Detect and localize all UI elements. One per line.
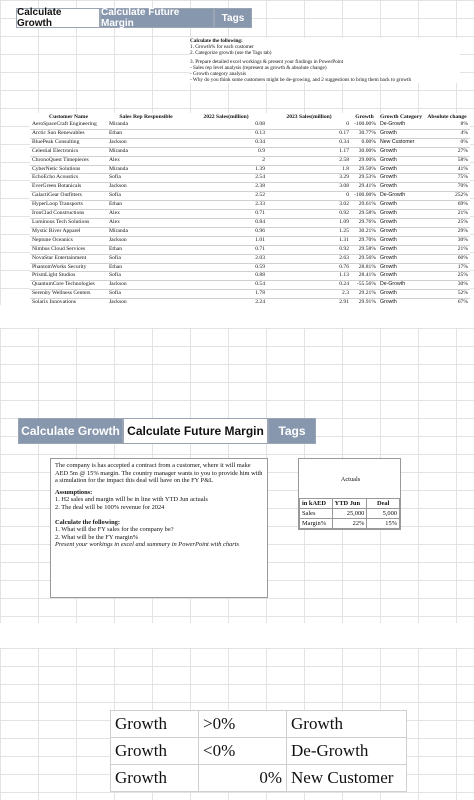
- growth-category-cell: Growth: [380, 147, 397, 154]
- col-growth-category: Growth Category: [380, 114, 422, 120]
- customer-name-cell: Serenity Wellness Centers: [32, 290, 91, 297]
- growth-category-cell: Growth: [380, 201, 397, 208]
- growth-category-cell: Growth: [380, 263, 397, 270]
- absolute-change-cell: 21%: [457, 245, 468, 252]
- sales-2023-cell: 1.09: [339, 218, 349, 225]
- tab-calculate-future-margin[interactable]: Calculate Future Margin: [100, 8, 214, 28]
- growth-cell: 29.76%: [358, 218, 376, 225]
- customer-name-cell: BluePeak Consulting: [32, 138, 80, 145]
- customer-name-cell: Luminous Tech Solutions: [32, 218, 90, 225]
- legend-category: New Customer: [287, 765, 407, 792]
- growth-category-cell: Growth: [380, 156, 397, 163]
- sales-rep-cell: Sofia: [109, 290, 121, 297]
- col-sales-rep: Sales Rep Responsible: [119, 114, 173, 120]
- col-absolute-change: Absolute change: [427, 114, 467, 120]
- sales-rep-cell: Ethan: [109, 129, 123, 136]
- tab-calculate-future-margin[interactable]: Calculate Future Margin: [123, 418, 268, 444]
- sales-2023-cell: 0.92: [339, 245, 349, 252]
- absolute-change-cell: 8%: [460, 121, 468, 127]
- growth-category-cell: Growth: [380, 299, 397, 306]
- absolute-change-cell: 27%: [457, 147, 468, 154]
- sales-2022-cell: 0.08: [255, 121, 265, 127]
- growth-cell: 0.00%: [361, 138, 376, 145]
- sales-2022-cell: 0.71: [255, 245, 265, 252]
- calc-title: Calculate the following:: [55, 518, 120, 526]
- col-2022-sales: 2022 Sales(million): [203, 114, 249, 120]
- customer-name-cell: EverGreen Botanicals: [32, 183, 82, 190]
- growth-cell: 29.91%: [358, 299, 376, 306]
- growth-instructions: [190, 38, 460, 83]
- sales-2022-cell: 0.54: [255, 281, 265, 288]
- actuals-row: [300, 509, 400, 519]
- customer-name-cell: PrismLight Studios: [32, 272, 76, 279]
- legend-metric: Growth: [111, 738, 199, 765]
- actuals-header-cell: Deal: [367, 499, 400, 509]
- table-row: [30, 281, 470, 290]
- customer-name-cell: Mystic River Apparel: [32, 227, 81, 234]
- customer-name-cell: Solarix Innovations: [32, 299, 76, 306]
- actuals-header-row: [300, 499, 400, 509]
- tab-tags[interactable]: Tags: [214, 8, 252, 28]
- table-row: [30, 290, 470, 299]
- actuals-cell: 25,000: [332, 509, 367, 519]
- legend-metric: Growth: [111, 765, 199, 792]
- table-row: [30, 129, 470, 138]
- assumptions-title: Assumptions:: [55, 488, 93, 496]
- sales-rep-cell: Jackson: [109, 236, 127, 243]
- sales-2022-cell: 2.54: [255, 174, 265, 181]
- sales-rep-cell: Miranda: [109, 227, 128, 234]
- sheet-tabs: [16, 8, 252, 28]
- sales-rep-cell: Miranda: [109, 165, 128, 172]
- sales-rep-cell: Ethan: [109, 245, 123, 252]
- customer-name-cell: Neptune Oceanics: [32, 236, 73, 243]
- growth-cell: 29.53%: [358, 174, 376, 181]
- table-row: [30, 174, 470, 183]
- absolute-change-cell: 41%: [457, 165, 468, 172]
- customer-name-cell: GalactiGear Outfitters: [32, 192, 82, 199]
- absolute-change-cell: 21%: [457, 210, 468, 217]
- growth-cell: 29.56%: [358, 254, 376, 261]
- instruction-line: 3. Prepare detailed excel workings & present your findings in PowerPoint: [190, 59, 344, 65]
- growth-category-cell: Growth: [380, 210, 397, 217]
- growth-category-cell: Growth: [380, 129, 397, 136]
- customer-name-cell: HyperLoop Transports: [32, 201, 83, 208]
- growth-cell: 29.61%: [358, 201, 376, 208]
- growth-cell: 28.81%: [358, 263, 376, 270]
- growth-cell: -55.56%: [356, 281, 376, 288]
- sales-2022-cell: 1.01: [255, 236, 265, 243]
- table-row: [30, 156, 470, 165]
- growth-cell: 29.70%: [358, 236, 376, 243]
- table-row: [30, 192, 470, 201]
- customer-name-cell: Celestial Electronics: [32, 147, 79, 154]
- actuals-box: [298, 458, 401, 530]
- growth-category-cell: New Customer: [380, 138, 415, 145]
- legend-row: [111, 738, 407, 765]
- absolute-change-cell: 25%: [457, 272, 468, 279]
- table-row: [30, 121, 470, 129]
- sales-rep-cell: Jackson: [109, 281, 127, 288]
- table-row: [30, 210, 470, 219]
- sales-2022-cell: 2: [262, 156, 265, 163]
- legend-metric: Growth: [111, 711, 199, 738]
- growth-category-cell: Growth: [380, 272, 397, 279]
- sheet-separator: [0, 305, 474, 328]
- growth-category-cell: Growth: [380, 236, 397, 243]
- customer-name-cell: ChronoQuest Timepieces: [32, 156, 89, 163]
- absolute-change-cell: 252%: [454, 192, 468, 199]
- growth-category-cell: Growth: [380, 183, 397, 190]
- growth-category-cell: Growth: [380, 290, 397, 297]
- table-row: [30, 147, 470, 156]
- actuals-table: [299, 498, 400, 529]
- absolute-change-cell: 60%: [457, 254, 468, 261]
- growth-cell: -100.00%: [354, 192, 376, 199]
- sales-rep-cell: Sofia: [109, 192, 121, 199]
- sales-2022-cell: 0.9: [258, 147, 265, 154]
- absolute-change-cell: 30%: [457, 236, 468, 243]
- sales-2023-cell: 0.17: [339, 129, 349, 136]
- sales-2023-cell: 3.08: [339, 183, 349, 190]
- sales-rep-cell: Sofia: [109, 174, 121, 181]
- table-row: [30, 236, 470, 245]
- growth-category-cell: Growth: [380, 227, 397, 234]
- customer-name-cell: AeroSpaceCraft Engineering: [32, 121, 97, 127]
- sales-2023-cell: 1.25: [339, 227, 349, 234]
- growth-category-cell: Growth: [380, 174, 397, 181]
- presentation-note: Present your workings in excel and summary in PowerPoint with charts: [55, 541, 240, 549]
- absolute-change-cell: 4%: [460, 129, 468, 136]
- sales-2023-cell: 1.31: [339, 236, 349, 243]
- sales-2022-cell: 0.96: [255, 227, 265, 234]
- tags-sheet: [0, 648, 474, 800]
- sales-2022-cell: 2.33: [255, 201, 265, 208]
- growth-category-cell: Growth: [380, 254, 397, 261]
- sales-2023-cell: 0.76: [339, 263, 349, 270]
- growth-cell: 30.00%: [358, 147, 376, 154]
- sales-2022-cell: 2.52: [255, 192, 265, 199]
- sales-2022-cell: 0.13: [255, 129, 265, 136]
- customer-name-cell: IronClad Constructions: [32, 210, 85, 217]
- sales-rep-cell: Jackson: [109, 138, 127, 145]
- table-row: [30, 254, 470, 263]
- calc-line: 1. What will the FY sales for the company be?: [55, 526, 174, 534]
- table-row: [30, 272, 470, 281]
- assumption-line: 2. The deal will be 100% revenue for 2024: [55, 503, 165, 511]
- tab-tags[interactable]: Tags: [268, 418, 316, 444]
- table-row: [30, 218, 470, 227]
- actuals-cell: 22%: [332, 519, 367, 529]
- future-margin-instructions: [50, 458, 268, 598]
- growth-cell: 30.21%: [358, 227, 376, 234]
- instructions-title: Calculate the following:: [190, 38, 243, 44]
- sales-rep-cell: Miranda: [109, 147, 128, 154]
- sales-rep-cell: Sofia: [109, 272, 121, 279]
- absolute-change-cell: 67%: [457, 299, 468, 306]
- absolute-change-cell: 17%: [457, 263, 468, 270]
- sales-2023-cell: 1.13: [339, 272, 349, 279]
- sales-2022-cell: 2.03: [255, 254, 265, 261]
- col-2023-sales: 2023 Sales(million): [286, 114, 332, 120]
- sales-2023-cell: 2.91: [339, 299, 349, 306]
- growth-cell: 29.41%: [358, 183, 376, 190]
- actuals-cell: 15%: [367, 519, 400, 529]
- instruction-line: 1. Growth% for each customer: [190, 44, 254, 50]
- sales-2022-cell: 0.84: [255, 218, 265, 225]
- growth-category-cell: De-Growth: [380, 192, 406, 199]
- actuals-header-cell: in kAED: [300, 499, 333, 509]
- sales-2022-cell: 1.78: [255, 290, 265, 297]
- sheet-tabs: [18, 418, 316, 444]
- growth-category-legend: [110, 710, 407, 792]
- table-row: [30, 245, 470, 254]
- intro-text: The company is has accepted a contract from a customer, where it will make AED 5m @ 15% margin. The country manager wants to you to provide him with a simulation for the impact this deal will have on the FY P&L: [55, 462, 263, 485]
- sales-rep-cell: Jackson: [109, 299, 127, 306]
- absolute-change-cell: 29%: [457, 227, 468, 234]
- growth-cell: 29.50%: [358, 165, 376, 172]
- sales-2023-cell: 0.34: [339, 138, 349, 145]
- sales-2023-cell: 1.17: [339, 147, 349, 154]
- sales-2023-cell: 3.29: [339, 174, 349, 181]
- growth-category-cell: Growth: [380, 245, 397, 252]
- sales-rep-cell: Sofia: [109, 254, 121, 261]
- legend-condition: >0%: [199, 711, 287, 738]
- sales-rep-cell: Jackson: [109, 183, 127, 190]
- calculate-future-margin-sheet: [0, 328, 474, 623]
- sales-rep-cell: Miranda: [109, 121, 128, 127]
- absolute-change-cell: 30%: [457, 281, 468, 288]
- table-row: [30, 165, 470, 174]
- sales-2023-cell: 0: [346, 192, 349, 199]
- absolute-change-cell: 52%: [457, 290, 468, 297]
- sales-2023-cell: 0.24: [339, 281, 349, 288]
- customer-name-cell: QuantumCore Technologies: [32, 281, 95, 288]
- absolute-change-cell: 58%: [457, 156, 468, 163]
- growth-cell: 29.58%: [358, 210, 376, 217]
- absolute-change-cell: 69%: [457, 201, 468, 208]
- actuals-title: Actuals: [340, 476, 361, 483]
- sales-2022-cell: 0.59: [255, 263, 265, 270]
- legend-row: [111, 765, 407, 792]
- absolute-change-cell: 75%: [457, 174, 468, 181]
- growth-category-cell: De-Growth: [380, 121, 406, 127]
- sales-2023-cell: 2.58: [339, 156, 349, 163]
- instruction-line: - Why do you think some customers might be de-growing, and 2 suggestions to bring them back to growth: [190, 77, 412, 83]
- sales-2022-cell: 0.71: [255, 210, 265, 217]
- growth-cell: 30.77%: [358, 129, 376, 136]
- instruction-line: - Sales rep level analysis (represent as growth & absolute change): [190, 65, 327, 71]
- customer-name-cell: NovaStar Entertainment: [32, 254, 87, 261]
- sales-rep-cell: Alex: [109, 218, 120, 225]
- calculate-growth-sheet: [0, 0, 474, 305]
- customer-name-cell: PhantomWorks Security: [32, 263, 87, 270]
- customer-name-cell: Nimbus Cloud Services: [32, 245, 86, 252]
- sales-rep-cell: Alex: [109, 210, 120, 217]
- col-customer-name: Customer Name: [49, 114, 88, 120]
- growth-category-cell: Growth: [380, 218, 397, 225]
- growth-cell: 28.41%: [358, 272, 376, 279]
- table-row: [30, 138, 470, 147]
- table-row: [30, 227, 470, 236]
- sales-rep-cell: Ethan: [109, 201, 123, 208]
- calc-line: 2. What will be the FY margin%: [55, 533, 139, 541]
- actuals-cell: 5,000: [367, 509, 400, 519]
- growth-category-cell: De-Growth: [380, 281, 406, 288]
- growth-table-header: [30, 113, 470, 121]
- absolute-change-cell: 70%: [457, 183, 468, 190]
- sales-2022-cell: 0.88: [255, 272, 265, 279]
- assumption-line: 1. H2 sales and margin will be in line with YTD Jun actuals: [55, 496, 208, 504]
- table-row: [30, 183, 470, 192]
- customer-name-cell: CyberNetic Solutions: [32, 165, 81, 172]
- sales-2023-cell: 2.3: [342, 290, 349, 297]
- instruction-line: 2. Categorize growth (use the Tags tab): [190, 50, 272, 56]
- tab-calculate-growth[interactable]: Calculate Growth: [16, 8, 100, 28]
- legend-category: De-Growth: [287, 738, 407, 765]
- legend-condition: 0%: [199, 765, 287, 792]
- sales-2022-cell: 0.34: [255, 138, 265, 145]
- absolute-change-cell: 0%: [460, 138, 468, 145]
- actuals-row: [300, 519, 400, 529]
- legend-row: [111, 711, 407, 738]
- growth-cell: 29.21%: [358, 290, 376, 297]
- sales-2023-cell: 1.8: [342, 165, 349, 172]
- growth-cell: -100.00%: [354, 121, 376, 127]
- sales-2022-cell: 2.24: [255, 299, 265, 306]
- sales-2023-cell: 0: [346, 121, 349, 127]
- customer-name-cell: Arctic Sun Renewables: [32, 129, 85, 136]
- growth-cell: 29.00%: [358, 156, 376, 163]
- sales-rep-cell: Alex: [109, 156, 120, 163]
- legend-category: Growth: [287, 711, 407, 738]
- tab-calculate-growth[interactable]: Calculate Growth: [18, 418, 123, 444]
- sales-2023-cell: 3.02: [339, 201, 349, 208]
- legend-condition: <0%: [199, 738, 287, 765]
- instruction-line: - Growth category analysis: [190, 71, 247, 77]
- growth-category-cell: Growth: [380, 165, 397, 172]
- actuals-cell: Sales: [300, 509, 333, 519]
- sales-rep-cell: Ethan: [109, 263, 123, 270]
- actuals-cell: Margin%: [300, 519, 333, 529]
- growth-cell: 29.58%: [358, 245, 376, 252]
- sales-2023-cell: 2.63: [339, 254, 349, 261]
- customer-name-cell: EchoEcho Acoustics: [32, 174, 79, 181]
- table-row: [30, 201, 470, 210]
- col-growth: Growth: [355, 114, 374, 120]
- sheet-separator: [0, 623, 474, 648]
- sales-2022-cell: 2.38: [255, 183, 265, 190]
- absolute-change-cell: 25%: [457, 218, 468, 225]
- sales-2022-cell: 1.39: [255, 165, 265, 172]
- table-row: [30, 263, 470, 272]
- sales-2023-cell: 0.92: [339, 210, 349, 217]
- actuals-header-cell: YTD Jun: [332, 499, 367, 509]
